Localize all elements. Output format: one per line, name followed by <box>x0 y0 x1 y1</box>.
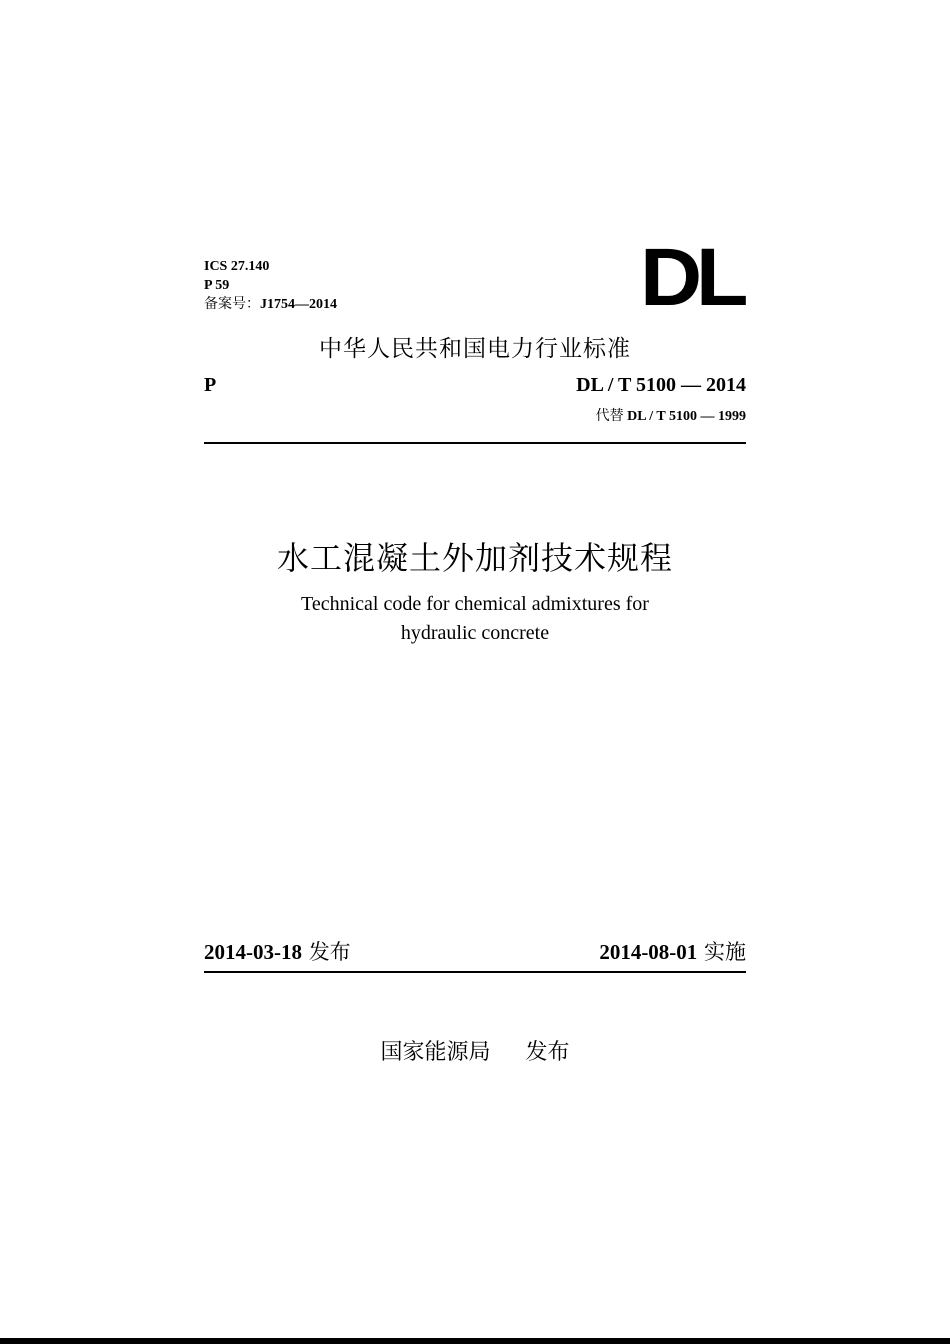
standard-metadata <box>204 257 337 314</box>
title-english-line-2: hydraulic concrete <box>400 622 550 644</box>
issue-date-line <box>204 936 351 966</box>
title-english <box>0 590 950 648</box>
filing-number-line <box>204 295 337 314</box>
replaces-line <box>596 405 746 425</box>
page-bottom-edge <box>0 1338 950 1344</box>
publisher-line <box>0 1035 950 1066</box>
filing-label: 备案号： <box>204 296 260 312</box>
issue-date: 2014-03-18 <box>204 940 302 964</box>
top-divider <box>204 442 746 444</box>
replaces-label: 代替 <box>595 408 624 424</box>
ics-code: ICS 27.140 <box>204 259 270 274</box>
publisher-name: 国家能源局 <box>380 1040 491 1065</box>
implementation-label: 实施 <box>704 940 746 964</box>
industry-standard-heading: 中华人民共和国电力行业标准 <box>319 336 631 362</box>
filing-number: J1754—2014 <box>260 297 337 312</box>
title-chinese: 水工混凝土外加剂技术规程 <box>276 539 673 577</box>
replaces-number: DL / T 5100 — 1999 <box>627 409 746 424</box>
implementation-date-line <box>599 936 746 966</box>
classification-code: P 59 <box>204 278 230 293</box>
issue-label: 发布 <box>308 940 351 964</box>
publisher-label: 发布 <box>525 1040 570 1065</box>
dl-logo: DL <box>640 244 743 312</box>
standard-number: DL / T 5100 — 2014 <box>576 374 746 396</box>
bottom-divider <box>204 971 746 973</box>
implementation-date: 2014-08-01 <box>599 940 698 964</box>
category-letter: P <box>204 374 217 396</box>
title-english-line-1: Technical code for chemical admixtures for <box>301 593 649 615</box>
